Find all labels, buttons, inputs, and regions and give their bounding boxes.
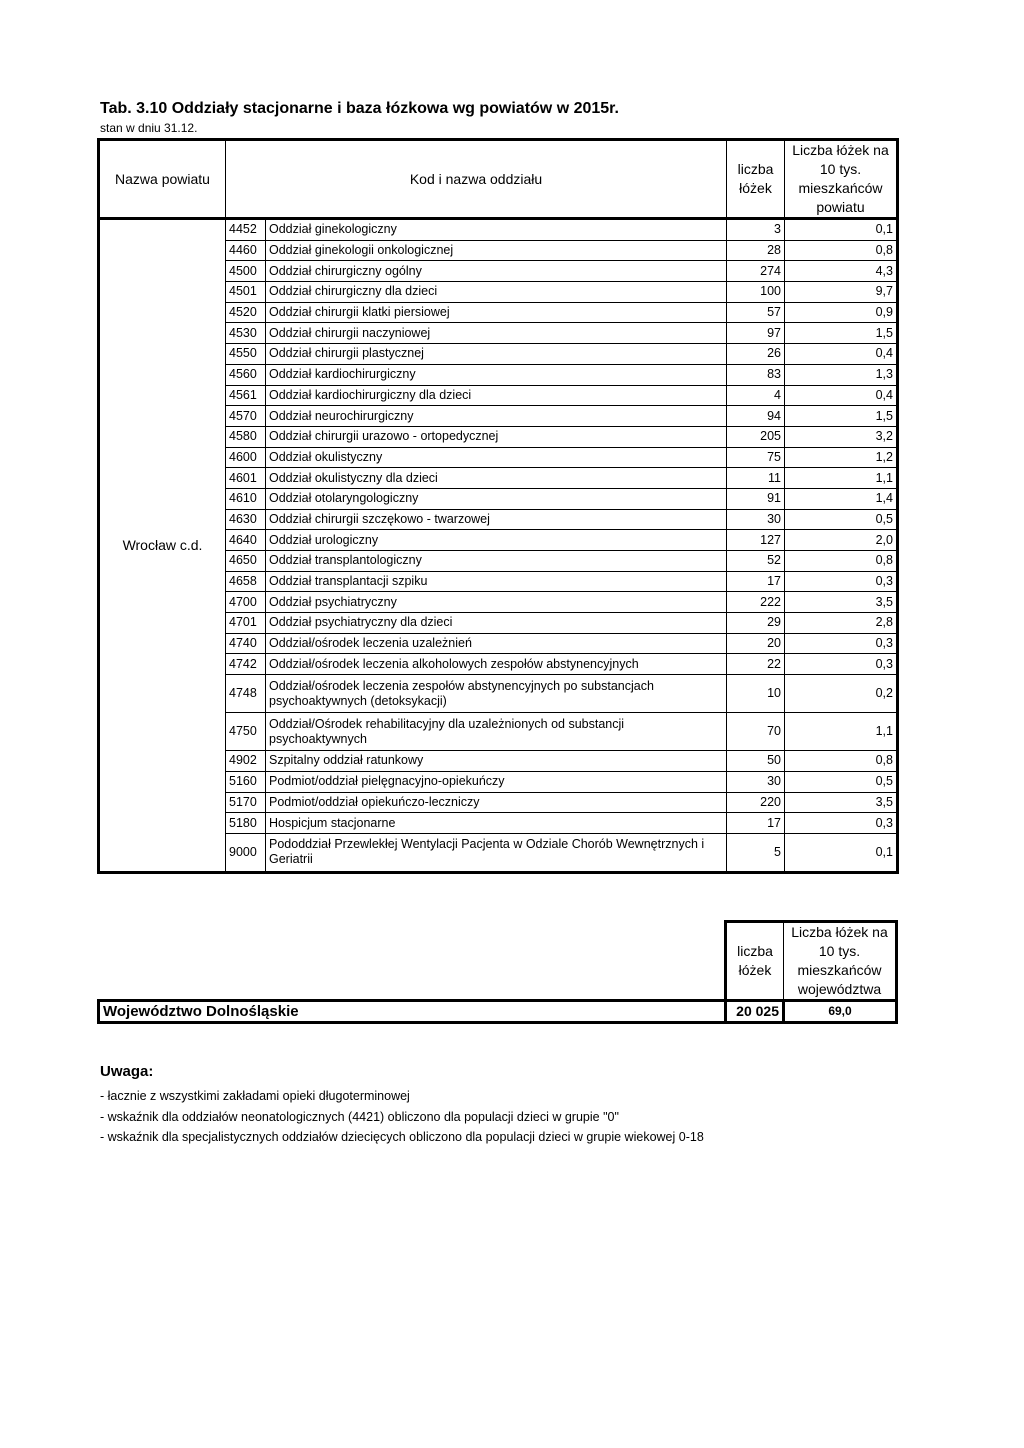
ward-name: Oddział transplantacji szpiku bbox=[266, 571, 727, 592]
table-header-row bbox=[99, 140, 898, 219]
ward-name: Oddział neurochirurgiczny bbox=[266, 406, 727, 427]
ward-code: 4748 bbox=[226, 675, 266, 713]
summary-beds: 20 025 bbox=[726, 1001, 784, 1023]
header-ward: Kod i nazwa oddziału bbox=[226, 140, 727, 219]
bed-count: 30 bbox=[727, 771, 785, 792]
bed-count: 50 bbox=[727, 751, 785, 772]
bed-count: 274 bbox=[727, 261, 785, 282]
ward-name: Oddział otolaryngologiczny bbox=[266, 488, 727, 509]
ward-code: 4740 bbox=[226, 633, 266, 654]
beds-per-10k: 1,4 bbox=[785, 488, 898, 509]
ward-name: Oddział ginekologiczny bbox=[266, 219, 727, 241]
ward-name: Oddział psychiatryczny bbox=[266, 592, 727, 613]
summary-rate: 69,0 bbox=[784, 1001, 897, 1023]
ward-name: Oddział chirurgii klatki piersiowej bbox=[266, 302, 727, 323]
bed-count: 5 bbox=[727, 833, 785, 872]
bed-count: 22 bbox=[727, 654, 785, 675]
beds-per-10k: 2,8 bbox=[785, 613, 898, 634]
bed-count: 29 bbox=[727, 613, 785, 634]
county-name: Wrocław c.d. bbox=[99, 219, 226, 873]
header-rate: Liczba łóżek na 10 tys. mieszkańców powiatu bbox=[785, 140, 898, 219]
ward-code: 4500 bbox=[226, 261, 266, 282]
ward-code: 4560 bbox=[226, 364, 266, 385]
bed-count: 91 bbox=[727, 488, 785, 509]
ward-name: Podmiot/oddział opiekuńczo-leczniczy bbox=[266, 792, 727, 813]
bed-count: 94 bbox=[727, 406, 785, 427]
header-beds: liczba łóżek bbox=[727, 140, 785, 219]
ward-name: Oddział okulistyczny bbox=[266, 447, 727, 468]
ward-code: 4750 bbox=[226, 713, 266, 751]
summary-header-beds: liczba łóżek bbox=[726, 922, 784, 1001]
ward-code: 4570 bbox=[226, 406, 266, 427]
ward-code: 5160 bbox=[226, 771, 266, 792]
ward-name: Oddział/ośrodek leczenia alkoholowych zespołów abstynencyjnych bbox=[266, 654, 727, 675]
beds-per-10k: 2,0 bbox=[785, 530, 898, 551]
ward-code: 4460 bbox=[226, 240, 266, 261]
beds-per-10k: 0,5 bbox=[785, 509, 898, 530]
beds-per-10k: 0,8 bbox=[785, 751, 898, 772]
bed-count: 83 bbox=[727, 364, 785, 385]
beds-per-10k: 0,3 bbox=[785, 654, 898, 675]
ward-name: Podmiot/oddział pielęgnacyjno-opiekuńczy bbox=[266, 771, 727, 792]
bed-count: 4 bbox=[727, 385, 785, 406]
summary-blank-cell bbox=[99, 922, 726, 1001]
beds-per-10k: 0,1 bbox=[785, 833, 898, 872]
note-line: - wskaźnik dla specjalistycznych oddziałów dziecięcych obliczono dla populacji dzieci w grupie wiekowej 0-18 bbox=[100, 1130, 704, 1144]
bed-count: 127 bbox=[727, 530, 785, 551]
beds-per-10k: 0,9 bbox=[785, 302, 898, 323]
beds-per-10k: 4,3 bbox=[785, 261, 898, 282]
ward-name: Oddział kardiochirurgiczny dla dzieci bbox=[266, 385, 727, 406]
summary-row bbox=[99, 1001, 897, 1023]
summary-header-rate: Liczba łóżek na 10 tys. mieszkańców województwa bbox=[784, 922, 897, 1001]
beds-per-10k: 3,2 bbox=[785, 426, 898, 447]
ward-name: Oddział chirurgii szczękowo - twarzowej bbox=[266, 509, 727, 530]
ward-code: 4452 bbox=[226, 219, 266, 241]
bed-count: 205 bbox=[727, 426, 785, 447]
beds-per-10k: 1,1 bbox=[785, 713, 898, 751]
ward-code: 4650 bbox=[226, 551, 266, 572]
beds-per-10k: 3,5 bbox=[785, 592, 898, 613]
ward-name: Pododdział Przewlekłej Wentylacji Pacjenta w Odziale Chorób Wewnętrznych i Geriatrii bbox=[266, 833, 727, 872]
bed-count: 222 bbox=[727, 592, 785, 613]
beds-per-10k: 3,5 bbox=[785, 792, 898, 813]
bed-count: 26 bbox=[727, 344, 785, 365]
ward-code: 4640 bbox=[226, 530, 266, 551]
bed-count: 30 bbox=[727, 509, 785, 530]
notes-title: Uwaga: bbox=[100, 1063, 154, 1080]
ward-name: Oddział chirurgii naczyniowej bbox=[266, 323, 727, 344]
ward-name: Oddział ginekologii onkologicznej bbox=[266, 240, 727, 261]
beds-per-10k: 0,8 bbox=[785, 240, 898, 261]
ward-name: Oddział okulistyczny dla dzieci bbox=[266, 468, 727, 489]
ward-name: Oddział transplantologiczny bbox=[266, 551, 727, 572]
ward-name: Oddział/ośrodek leczenia uzależnień bbox=[266, 633, 727, 654]
ward-name: Szpitalny oddział ratunkowy bbox=[266, 751, 727, 772]
ward-name: Oddział/Ośrodek rehabilitacyjny dla uzależnionych od substancji psychoaktywnych bbox=[266, 713, 727, 751]
note-line: - wskaźnik dla oddziałów neonatologicznych (4421) obliczono dla populacji dzieci w grupie "0" bbox=[100, 1109, 619, 1124]
ward-name: Oddział urologiczny bbox=[266, 530, 727, 551]
ward-code: 4742 bbox=[226, 654, 266, 675]
summary-table bbox=[97, 920, 898, 1024]
beds-per-10k: 1,1 bbox=[785, 468, 898, 489]
ward-code: 4630 bbox=[226, 509, 266, 530]
bed-count: 220 bbox=[727, 792, 785, 813]
ward-code: 5180 bbox=[226, 813, 266, 834]
ward-code: 9000 bbox=[226, 833, 266, 872]
beds-per-10k: 0,3 bbox=[785, 813, 898, 834]
beds-per-10k: 0,4 bbox=[785, 385, 898, 406]
ward-name: Hospicjum stacjonarne bbox=[266, 813, 727, 834]
ward-code: 4530 bbox=[226, 323, 266, 344]
wards-table bbox=[97, 138, 899, 874]
beds-per-10k: 0,3 bbox=[785, 571, 898, 592]
page-title: Tab. 3.10 Oddziały stacjonarne i baza łózkowa wg powiatów w 2015r. bbox=[100, 100, 619, 117]
ward-code: 4550 bbox=[226, 344, 266, 365]
bed-count: 100 bbox=[727, 282, 785, 303]
notes bbox=[100, 1063, 704, 1148]
ward-code: 4701 bbox=[226, 613, 266, 634]
beds-per-10k: 1,5 bbox=[785, 323, 898, 344]
beds-per-10k: 1,5 bbox=[785, 406, 898, 427]
header-county: Nazwa powiatu bbox=[99, 140, 226, 219]
ward-code: 4501 bbox=[226, 282, 266, 303]
ward-code: 4902 bbox=[226, 751, 266, 772]
bed-count: 3 bbox=[727, 219, 785, 241]
bed-count: 97 bbox=[727, 323, 785, 344]
beds-per-10k: 1,2 bbox=[785, 447, 898, 468]
bed-count: 20 bbox=[727, 633, 785, 654]
beds-per-10k: 0,2 bbox=[785, 675, 898, 713]
ward-code: 4610 bbox=[226, 488, 266, 509]
bed-count: 17 bbox=[727, 813, 785, 834]
ward-name: Oddział chirurgii plastycznej bbox=[266, 344, 727, 365]
note-line: - łacznie z wszystkimi zakładami opieki długoterminowej bbox=[100, 1089, 410, 1103]
ward-name: Oddział chirurgii urazowo - ortopedycznej bbox=[266, 426, 727, 447]
ward-code: 4561 bbox=[226, 385, 266, 406]
ward-code: 4700 bbox=[226, 592, 266, 613]
bed-count: 75 bbox=[727, 447, 785, 468]
ward-code: 4520 bbox=[226, 302, 266, 323]
table-row bbox=[99, 219, 898, 241]
ward-name: Oddział kardiochirurgiczny bbox=[266, 364, 727, 385]
summary-name: Województwo Dolnośląskie bbox=[99, 1001, 726, 1023]
page-subtitle: stan w dniu 31.12. bbox=[100, 121, 198, 135]
beds-per-10k: 0,5 bbox=[785, 771, 898, 792]
ward-code: 4600 bbox=[226, 447, 266, 468]
bed-count: 57 bbox=[727, 302, 785, 323]
ward-name: Oddział chirurgiczny dla dzieci bbox=[266, 282, 727, 303]
summary-header-row bbox=[99, 922, 897, 1001]
ward-name: Oddział/ośrodek leczenia zespołów abstynencyjnych po substancjach psychoaktywnych (detoksykacji) bbox=[266, 675, 727, 713]
bed-count: 10 bbox=[727, 675, 785, 713]
bed-count: 70 bbox=[727, 713, 785, 751]
bed-count: 17 bbox=[727, 571, 785, 592]
beds-per-10k: 0,8 bbox=[785, 551, 898, 572]
table-body bbox=[99, 219, 898, 873]
ward-code: 4658 bbox=[226, 571, 266, 592]
beds-per-10k: 0,1 bbox=[785, 219, 898, 241]
beds-per-10k: 9,7 bbox=[785, 282, 898, 303]
ward-code: 5170 bbox=[226, 792, 266, 813]
ward-code: 4580 bbox=[226, 426, 266, 447]
ward-name: Oddział chirurgiczny ogólny bbox=[266, 261, 727, 282]
ward-name: Oddział psychiatryczny dla dzieci bbox=[266, 613, 727, 634]
bed-count: 28 bbox=[727, 240, 785, 261]
beds-per-10k: 0,3 bbox=[785, 633, 898, 654]
ward-code: 4601 bbox=[226, 468, 266, 489]
beds-per-10k: 1,3 bbox=[785, 364, 898, 385]
bed-count: 52 bbox=[727, 551, 785, 572]
beds-per-10k: 0,4 bbox=[785, 344, 898, 365]
bed-count: 11 bbox=[727, 468, 785, 489]
